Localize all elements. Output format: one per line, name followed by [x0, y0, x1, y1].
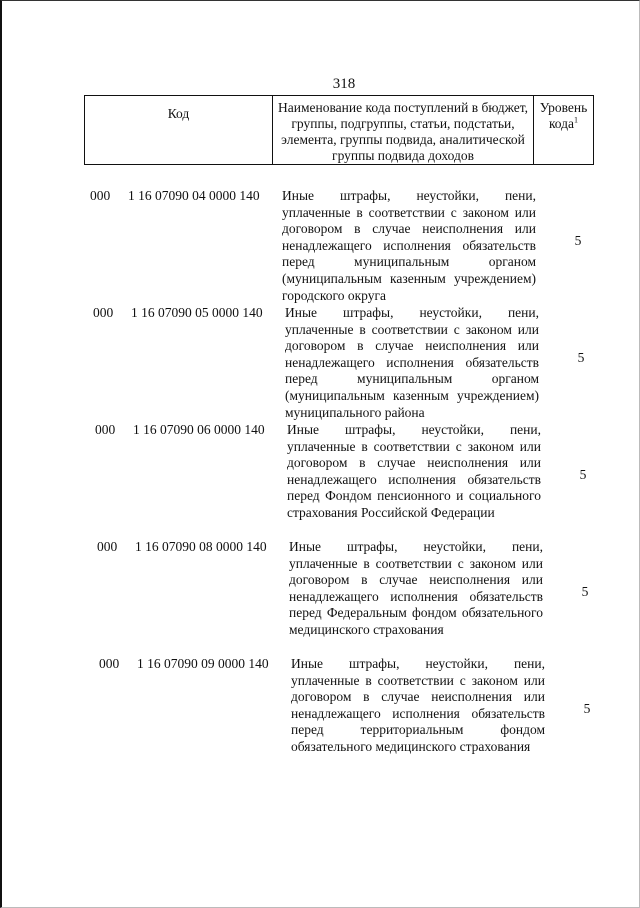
revenue-code: 1 16 07090 04 0000 140 — [128, 188, 260, 203]
level-value: 5 — [577, 350, 585, 365]
header-code: Код — [85, 96, 273, 164]
admin-code: 000 — [99, 656, 120, 671]
revenue-code: 1 16 07090 05 0000 140 — [131, 305, 263, 320]
revenue-code: 1 16 07090 09 0000 140 — [137, 656, 269, 671]
header-level-label: Уровень кода — [539, 100, 588, 131]
revenue-code: 1 16 07090 06 0000 140 — [133, 422, 265, 437]
header-level — [534, 96, 593, 164]
level-value: 5 — [579, 467, 587, 482]
page-number: 318 — [332, 76, 356, 92]
header-name: Наименование кода поступлений в бюджет, группы, подгруппы, статьи, подстатьи, элемента, группы подвида, аналитической группы подвида доходов — [273, 96, 534, 164]
level-value: 5 — [574, 233, 582, 248]
revenue-name: Иные штрафы, неустойки, пени, уплаченные в соответствии с законом или договором в случае неисполнения или ненадлежащего исполнения обязательств перед Фондом пенсионного и социального страхования Российской Федерации — [287, 422, 541, 520]
admin-code: 000 — [95, 422, 116, 437]
admin-code: 000 — [90, 188, 111, 203]
table-header — [84, 95, 594, 165]
revenue-name: Иные штрафы, неустойки, пени, уплаченные в соответствии с законом или договором в случае неисполнения или ненадлежащего исполнения обязательств перед муниципальным органом (муниципальным казенным учреждением) муниципального района — [285, 305, 539, 420]
admin-code: 000 — [93, 305, 114, 320]
revenue-code: 1 16 07090 08 0000 140 — [135, 539, 267, 554]
revenue-name: Иные штрафы, неустойки, пени, уплаченные в соответствии с законом или договором в случае неисполнения или ненадлежащего исполнения обязательств перед территориальным фондом обязательного медицинского страхования — [291, 656, 545, 754]
level-value: 5 — [581, 584, 589, 599]
admin-code: 000 — [97, 539, 118, 554]
revenue-name: Иные штрафы, неустойки, пени, уплаченные в соответствии с законом или договором в случае неисполнения или ненадлежащего исполнения обязательств перед Федеральным фондом обязательного медицинского страхования — [289, 539, 543, 637]
header-level-footnote: 1 — [574, 115, 579, 125]
level-value: 5 — [583, 701, 591, 716]
revenue-name: Иные штрафы, неустойки, пени, уплаченные в соответствии с законом или договором в случае неисполнения или ненадлежащего исполнения обязательств перед муниципальным органом (муниципальным казенным учреждением) городского округа — [282, 188, 536, 303]
